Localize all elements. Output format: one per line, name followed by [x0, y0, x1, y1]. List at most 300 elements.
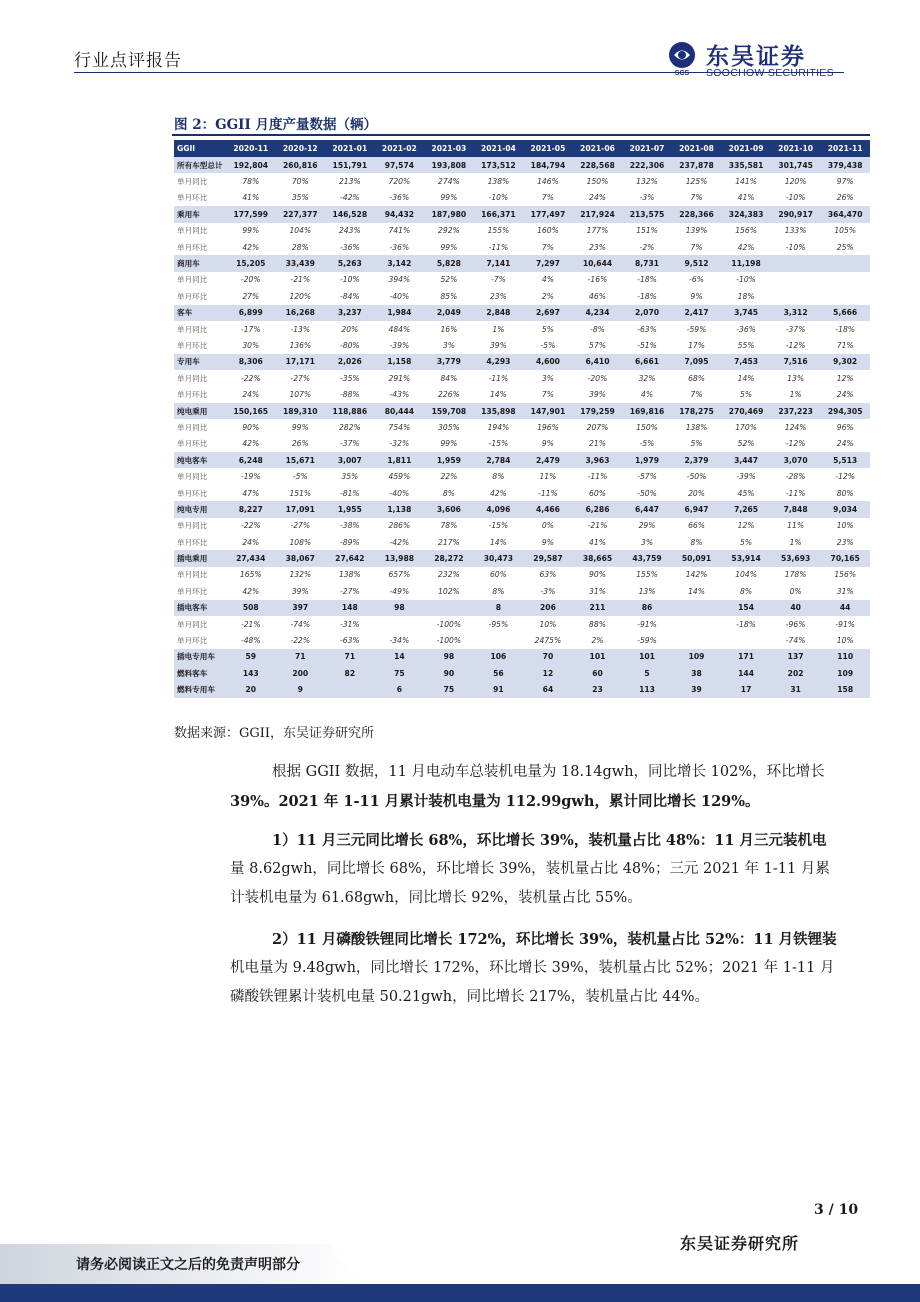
table-cell: -10%	[721, 272, 771, 288]
table-cell: 166,371	[474, 206, 524, 222]
table-cell: 23%	[820, 534, 870, 550]
table-cell: 8,306	[226, 354, 276, 370]
table-cell: 5%	[721, 386, 771, 402]
table-cell: 42%	[474, 485, 524, 501]
table-cell: 301,745	[771, 157, 821, 173]
table-cell: 1,984	[375, 305, 425, 321]
table-cell: 60%	[573, 485, 623, 501]
table-cell: 3%	[622, 534, 672, 550]
row-label: 插电专用车	[174, 649, 226, 665]
row-label: 客车	[174, 305, 226, 321]
table-cell	[820, 255, 870, 271]
table-cell: 142%	[672, 567, 722, 583]
table-cell: -2%	[622, 239, 672, 255]
table-cell: 24%	[820, 386, 870, 402]
table-header-cell: 2021-02	[375, 140, 425, 157]
p2-line3: 计装机电量为 61.68gwh，同比增长 92%，装机量占比 55%。	[230, 890, 642, 906]
table-header-row	[174, 140, 870, 157]
footer-disclaimer: 请务必阅读正文之后的免责声明部分	[76, 1257, 300, 1273]
table-cell: 5	[622, 665, 672, 681]
table-cell: 5,263	[325, 255, 375, 271]
row-label: 单月同比	[174, 419, 226, 435]
figure-source: 数据来源：GGII，东吴证券研究所	[174, 726, 375, 741]
table-cell: 9,302	[820, 354, 870, 370]
table-cell: 78%	[424, 518, 474, 534]
table-row-ratio	[174, 632, 870, 648]
table-cell: 20	[226, 682, 276, 698]
table-cell: 151%	[622, 223, 672, 239]
table-cell: 156%	[820, 567, 870, 583]
table-cell: 75	[424, 682, 474, 698]
table-cell: -63%	[622, 321, 672, 337]
row-label: 单月同比	[174, 468, 226, 484]
row-label: 所有车型总计	[174, 157, 226, 173]
table-cell: 657%	[375, 567, 425, 583]
table-cell: 2,417	[672, 305, 722, 321]
table-cell: 63%	[523, 567, 573, 583]
table-cell: 31%	[573, 583, 623, 599]
table-cell	[672, 600, 722, 616]
row-label: 燃料专用车	[174, 682, 226, 698]
table-cell: 6,248	[226, 452, 276, 468]
table-cell: 20%	[672, 485, 722, 501]
table-cell: 7%	[523, 190, 573, 206]
table-cell: 99%	[226, 223, 276, 239]
table-cell: 38,067	[276, 550, 326, 566]
table-cell: 7,516	[771, 354, 821, 370]
table-cell: -48%	[226, 632, 276, 648]
table-cell: 90	[424, 665, 474, 681]
table-cell: 27,434	[226, 550, 276, 566]
table-cell: 4%	[523, 272, 573, 288]
table-cell: 171	[721, 649, 771, 665]
table-cell: 71	[276, 649, 326, 665]
table-cell: 173,512	[474, 157, 524, 173]
table-cell: 23%	[474, 288, 524, 304]
table-cell: 7%	[672, 386, 722, 402]
table-cell: 28,272	[424, 550, 474, 566]
table-cell: -12%	[771, 337, 821, 353]
table-cell: 2,848	[474, 305, 524, 321]
table-cell: 14%	[721, 370, 771, 386]
table-cell: -59%	[672, 321, 722, 337]
table-cell: -28%	[771, 468, 821, 484]
row-label: 单月环比	[174, 337, 226, 353]
table-cell: 35%	[276, 190, 326, 206]
table-header-cell: 2021-07	[622, 140, 672, 157]
table-cell: 9%	[523, 534, 573, 550]
table-cell	[672, 616, 722, 632]
table-cell: 1,811	[375, 452, 425, 468]
table-cell: 105%	[820, 223, 870, 239]
table-cell: -84%	[325, 288, 375, 304]
table-cell: -81%	[325, 485, 375, 501]
table-cell: 159,708	[424, 403, 474, 419]
table-cell: 50,091	[672, 550, 722, 566]
table-cell: -11%	[573, 468, 623, 484]
table-cell: 24%	[226, 534, 276, 550]
table-cell: -36%	[721, 321, 771, 337]
table-cell: -51%	[622, 337, 672, 353]
table-row-ratio	[174, 321, 870, 337]
table-cell: 228,568	[573, 157, 623, 173]
table-row-category	[174, 305, 870, 321]
row-label: 单月同比	[174, 370, 226, 386]
table-cell: 213,575	[622, 206, 672, 222]
paragraph-1	[230, 758, 860, 816]
table-row-ratio	[174, 190, 870, 206]
figure-title: 图 2：GGII 月度产量数据（辆）	[174, 117, 377, 133]
table-row-ratio	[174, 518, 870, 534]
table-cell	[721, 632, 771, 648]
table-cell: 91	[474, 682, 524, 698]
table-cell: 41%	[721, 190, 771, 206]
table-cell: 10,644	[573, 255, 623, 271]
table-cell: 70,165	[820, 550, 870, 566]
table-cell: -5%	[622, 436, 672, 452]
table-cell: 29,587	[523, 550, 573, 566]
table-cell: 207%	[573, 419, 623, 435]
table-cell: 364,470	[820, 206, 870, 222]
table-row-ratio	[174, 534, 870, 550]
p3-line3: 磷酸铁锂累计装机电量 50.21gwh，同比增长 217%，装机量占比 44%。	[230, 989, 710, 1005]
table-cell: 2,070	[622, 305, 672, 321]
table-cell: 260,816	[276, 157, 326, 173]
table-cell: -36%	[375, 239, 425, 255]
table-cell: 8,731	[622, 255, 672, 271]
table-cell: 7%	[672, 239, 722, 255]
table-cell: -10%	[325, 272, 375, 288]
table-cell: 29%	[622, 518, 672, 534]
table-cell: 120%	[276, 288, 326, 304]
table-cell: 1,138	[375, 501, 425, 517]
table-cell: 99%	[424, 190, 474, 206]
table-cell: -16%	[573, 272, 623, 288]
p2-line2: 量 8.62gwh，同比增长 68%，环比增长 39%，装机量占比 48%；三元 2021 年 1-11 月累	[230, 861, 830, 877]
table-cell: 177%	[573, 223, 623, 239]
table-cell: 108%	[276, 534, 326, 550]
table-cell: 294,305	[820, 403, 870, 419]
table-cell: 31%	[820, 583, 870, 599]
row-label: 单月环比	[174, 386, 226, 402]
table-cell: 484%	[375, 321, 425, 337]
table-row-ratio	[174, 468, 870, 484]
row-label: 单月环比	[174, 288, 226, 304]
table-cell: 23	[573, 682, 623, 698]
table-cell: 38	[672, 665, 722, 681]
table-cell: 243%	[325, 223, 375, 239]
table-cell: 151%	[276, 485, 326, 501]
table-cell: 3,447	[721, 452, 771, 468]
table-cell: 150,165	[226, 403, 276, 419]
table-cell	[771, 255, 821, 271]
table-cell: 170%	[721, 419, 771, 435]
row-label: 单月环比	[174, 632, 226, 648]
table-cell: 150%	[573, 173, 623, 189]
table-cell: 55%	[721, 337, 771, 353]
table-cell: 68%	[672, 370, 722, 386]
table-header-cell: 2021-06	[573, 140, 623, 157]
table-row-ratio	[174, 583, 870, 599]
table-cell: 40	[771, 600, 821, 616]
table-cell: -11%	[771, 485, 821, 501]
table-cell: -89%	[325, 534, 375, 550]
row-label: 单月环比	[174, 239, 226, 255]
table-cell: -20%	[573, 370, 623, 386]
table-cell: 6,410	[573, 354, 623, 370]
table-cell: -36%	[325, 239, 375, 255]
table-cell: -100%	[424, 632, 474, 648]
table-row-ratio	[174, 436, 870, 452]
table-cell: 286%	[375, 518, 425, 534]
table-row-category	[174, 157, 870, 173]
table-cell: 104%	[721, 567, 771, 583]
table-cell	[771, 288, 821, 304]
table-row-ratio	[174, 386, 870, 402]
table-cell: 292%	[424, 223, 474, 239]
p1-line2: 39%。2021 年 1-11 月累计装机电量为 112.99gwh，累计同比增长 129%。	[230, 793, 760, 810]
table-cell: -18%	[622, 288, 672, 304]
row-label: 单月环比	[174, 436, 226, 452]
table-cell: 155%	[622, 567, 672, 583]
table-cell: 2%	[523, 288, 573, 304]
table-cell: 10%	[820, 632, 870, 648]
table-cell: -49%	[375, 583, 425, 599]
table-header-cell: 2021-10	[771, 140, 821, 157]
table-cell: 4%	[622, 386, 672, 402]
table-cell: 86	[622, 600, 672, 616]
table-cell: 8%	[672, 534, 722, 550]
table-cell: 35%	[325, 468, 375, 484]
table-row-ratio	[174, 239, 870, 255]
table-cell: 53,693	[771, 550, 821, 566]
table-cell: 56	[474, 665, 524, 681]
table-cell: -74%	[771, 632, 821, 648]
table-cell: 2%	[573, 632, 623, 648]
table-cell: 156%	[721, 223, 771, 239]
table-cell: 1%	[474, 321, 524, 337]
row-label: 单月环比	[174, 485, 226, 501]
table-cell: 97,574	[375, 157, 425, 173]
table-cell: 12%	[820, 370, 870, 386]
table-cell	[820, 272, 870, 288]
table-cell: -17%	[226, 321, 276, 337]
table-cell: 26%	[276, 436, 326, 452]
table-cell: 139%	[672, 223, 722, 239]
table-cell: 2,026	[325, 354, 375, 370]
table-cell: -21%	[276, 272, 326, 288]
table-cell: 14%	[474, 534, 524, 550]
table-cell: 23%	[573, 239, 623, 255]
table-cell: 44	[820, 600, 870, 616]
table-cell: -91%	[622, 616, 672, 632]
footer-bar	[0, 1284, 920, 1302]
table-row-category	[174, 501, 870, 517]
table-cell: 102%	[424, 583, 474, 599]
table-cell: 137	[771, 649, 821, 665]
table-cell: 39%	[573, 386, 623, 402]
table-cell: 42%	[226, 239, 276, 255]
table-cell: 274%	[424, 173, 474, 189]
table-cell: 46%	[573, 288, 623, 304]
table-cell: -10%	[771, 190, 821, 206]
table-cell: 7%	[523, 386, 573, 402]
table-cell: 70	[523, 649, 573, 665]
table-cell	[375, 616, 425, 632]
p3-line1: 2）11 月磷酸铁锂同比增长 172%，环比增长 39%，装机量占比 52%：11 月铁锂装	[272, 931, 837, 948]
table-cell: 57%	[573, 337, 623, 353]
table-cell: 20%	[325, 321, 375, 337]
table-cell: -12%	[820, 468, 870, 484]
table-cell: -50%	[672, 468, 722, 484]
table-cell: 165%	[226, 567, 276, 583]
row-label: 插电乘用	[174, 550, 226, 566]
table-cell: 2,479	[523, 452, 573, 468]
table-cell: -3%	[523, 583, 573, 599]
table-cell: 7,141	[474, 255, 524, 271]
table-cell: -40%	[375, 485, 425, 501]
table-cell: 52%	[721, 436, 771, 452]
table-cell: 15,205	[226, 255, 276, 271]
table-cell: 3,779	[424, 354, 474, 370]
table-cell: 270,469	[721, 403, 771, 419]
table-cell: 4,234	[573, 305, 623, 321]
table-cell: 8%	[474, 583, 524, 599]
table-cell: 8,227	[226, 501, 276, 517]
table-cell: 720%	[375, 173, 425, 189]
table-cell: 59	[226, 649, 276, 665]
table-cell: 290,917	[771, 206, 821, 222]
logo-cn-text: 东吴证券	[706, 44, 806, 70]
table-cell: 90%	[226, 419, 276, 435]
table-cell: -32%	[375, 436, 425, 452]
table-cell: 97%	[820, 173, 870, 189]
table-cell: -96%	[771, 616, 821, 632]
row-label: 单月同比	[174, 518, 226, 534]
table-cell: 754%	[375, 419, 425, 435]
paragraph-2	[230, 826, 860, 913]
table-row-category	[174, 665, 870, 681]
logo-en-text: SOOCHOW SECURITIES	[706, 67, 834, 79]
table-cell: 17	[721, 682, 771, 698]
p1-line1: 根据 GGII 数据，11 月电动车总装机电量为 18.14gwh，同比增长 102%，环比增长	[272, 764, 825, 780]
table-cell	[474, 632, 524, 648]
table-cell: 133%	[771, 223, 821, 239]
row-label: 燃料客车	[174, 665, 226, 681]
table-cell: 17,091	[276, 501, 326, 517]
table-cell: 7%	[672, 190, 722, 206]
table-cell: -100%	[424, 616, 474, 632]
table-header-cell: 2020-12	[276, 140, 326, 157]
table-cell: 7,848	[771, 501, 821, 517]
table-cell	[672, 632, 722, 648]
table-cell: -59%	[622, 632, 672, 648]
table-cell: 335,581	[721, 157, 771, 173]
table-header-cell: 2021-03	[424, 140, 474, 157]
table-cell: -18%	[820, 321, 870, 337]
table-cell: 13%	[622, 583, 672, 599]
table-cell: -39%	[721, 468, 771, 484]
table-cell: 80%	[820, 485, 870, 501]
table-cell: 47%	[226, 485, 276, 501]
table-cell: -37%	[325, 436, 375, 452]
row-label: 单月同比	[174, 223, 226, 239]
table-cell: 154	[721, 600, 771, 616]
table-cell: 1%	[771, 386, 821, 402]
table-cell: 3,312	[771, 305, 821, 321]
logo-mark-icon	[664, 40, 700, 76]
table-cell: 5%	[523, 321, 573, 337]
table-cell	[771, 272, 821, 288]
table-cell: 8	[474, 600, 524, 616]
table-cell: 7,453	[721, 354, 771, 370]
table-cell: 1,158	[375, 354, 425, 370]
table-cell: -63%	[325, 632, 375, 648]
table-cell: 90%	[573, 567, 623, 583]
table-cell: 144	[721, 665, 771, 681]
table-cell: -35%	[325, 370, 375, 386]
table-row-ratio	[174, 288, 870, 304]
table-cell: 28%	[276, 239, 326, 255]
table-header-cell: 2021-04	[474, 140, 524, 157]
table-cell: 146%	[523, 173, 573, 189]
table-cell: 99%	[424, 239, 474, 255]
table-cell: 291%	[375, 370, 425, 386]
table-cell: -10%	[771, 239, 821, 255]
table-cell: 379,438	[820, 157, 870, 173]
table-cell: 5,666	[820, 305, 870, 321]
table-header-cell: 2020-11	[226, 140, 276, 157]
table-cell: -43%	[375, 386, 425, 402]
table-cell: 30,473	[474, 550, 524, 566]
table-cell: -27%	[276, 370, 326, 386]
table-row-category	[174, 403, 870, 419]
table-cell: 42%	[226, 436, 276, 452]
table-cell: 12	[523, 665, 573, 681]
table-cell: 177,497	[523, 206, 573, 222]
table-header-cell: 2021-09	[721, 140, 771, 157]
table-cell: 13,988	[375, 550, 425, 566]
table-cell: 226%	[424, 386, 474, 402]
row-label: 单月同比	[174, 321, 226, 337]
company-logo	[664, 40, 849, 80]
table-cell: 3,745	[721, 305, 771, 321]
table-cell: -27%	[325, 583, 375, 599]
row-label: 单月同比	[174, 272, 226, 288]
table-cell: -22%	[226, 370, 276, 386]
table-row-ratio	[174, 223, 870, 239]
table-row-ratio	[174, 419, 870, 435]
table-cell: -31%	[325, 616, 375, 632]
table-cell: -34%	[375, 632, 425, 648]
table-cell: 39%	[474, 337, 524, 353]
table-row-category	[174, 206, 870, 222]
table-cell: 124%	[771, 419, 821, 435]
table-cell: 232%	[424, 567, 474, 583]
table-cell: 184,794	[523, 157, 573, 173]
table-cell: 14	[375, 649, 425, 665]
table-cell: 6,286	[573, 501, 623, 517]
row-label: 纯电客车	[174, 452, 226, 468]
table-cell: 132%	[276, 567, 326, 583]
table-cell	[325, 682, 375, 698]
table-cell: 107%	[276, 386, 326, 402]
table-cell: -15%	[474, 436, 524, 452]
table-cell: 101	[622, 649, 672, 665]
row-label: 单月同比	[174, 616, 226, 632]
table-row-ratio	[174, 616, 870, 632]
table-row-ratio	[174, 337, 870, 353]
